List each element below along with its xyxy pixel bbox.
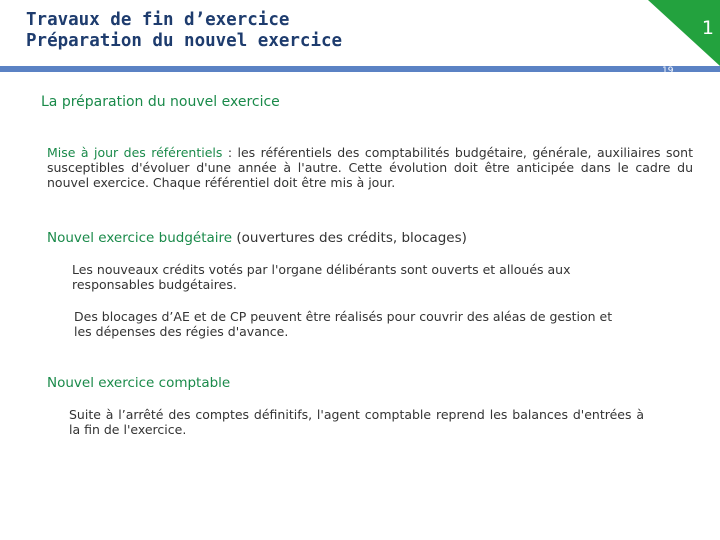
budgetaire-heading [47,230,467,247]
section-title: La préparation du nouvel exercice [41,94,280,110]
corner-badge [648,0,720,66]
comptable-heading [47,375,230,392]
corner-number: 1 [701,17,714,39]
budgetaire-lead: Nouvel exercice budgétaire [47,230,233,246]
title-line-2: Préparation du nouvel exercice [26,31,343,51]
budgetaire-credits-paragraph: Les nouveaux crédits votés par l'organe délibérants sont ouverts et alloués aux responsables budgétaires. [72,262,571,292]
budgetaire-blocages-paragraph: Des blocages d’AE et de CP peuvent être réalisés pour couvrir des aléas de gestion et les dépenses des régies d'avance. [74,309,613,339]
comptable-paragraph: Suite à l’arrêté des comptes définitifs, l'agent comptable reprend les balances d'entrées à la fin de l'exercice. [69,407,644,437]
referentiels-text: : les référentiels des comptabilités budgétaire, générale, auxiliaires sont susceptibles d'évoluer d'une année à l'autre. Cette évolution doit être anticipée dans le cadre du nouvel exercice. Chaque référentiel doit être mis à jour. [47,145,693,190]
header-divider-bar [0,66,720,72]
budgetaire-rest: (ouvertures des crédits, blocages) [232,230,467,246]
comptable-lead: Nouvel exercice comptable [47,375,231,391]
slide-number: 19 [662,66,674,76]
title-line-1: Travaux de fin d’exercice [26,10,290,30]
referentiels-lead: Mise à jour des référentiels [47,145,223,160]
referentiels-paragraph [47,145,693,190]
slide-title [26,10,342,52]
